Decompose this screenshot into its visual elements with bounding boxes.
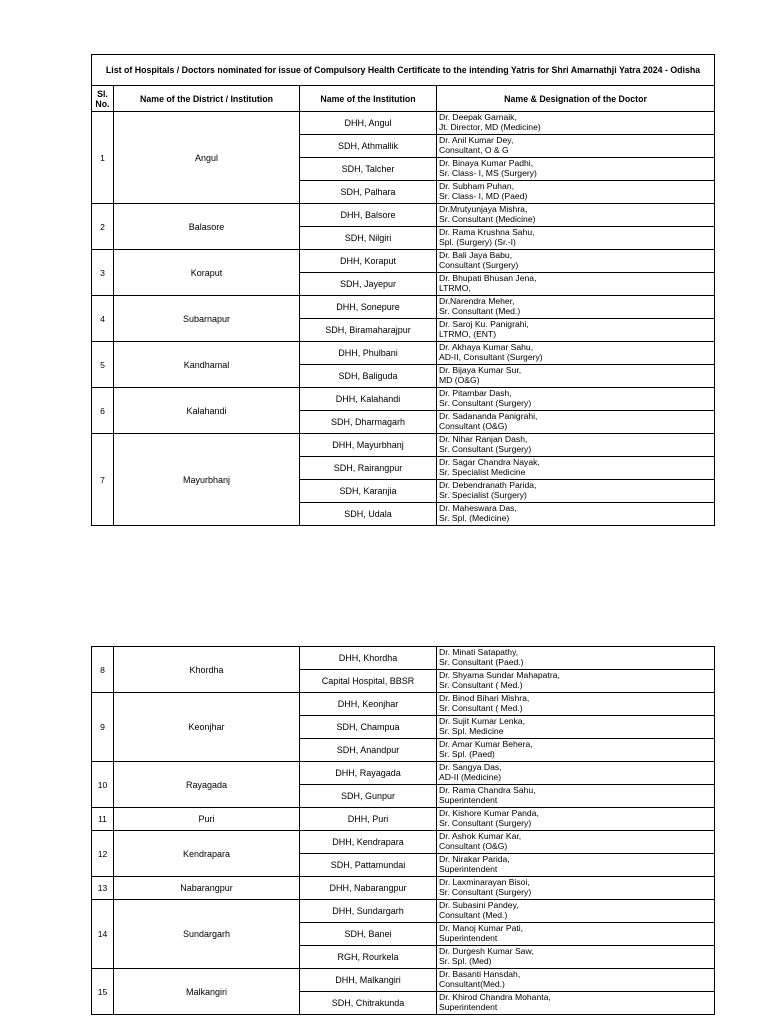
table-row [92,831,715,854]
institution-cell: DHH, Mayurbhanj [300,434,437,457]
institution-cell: DHH, Keonjhar [300,693,437,716]
doctor-name: Dr. Nihar Ranjan Dash, [439,434,528,444]
doctor-name: Dr.Narendra Meher, [439,296,515,306]
doctor-designation: Consultant (Med.) [439,910,508,920]
institution-cell: SDH, Baliguda [300,365,437,388]
doctor-designation: Superintendent [439,933,498,943]
doctor-cell [437,808,715,831]
doctor-designation: Sr. Consultant (Paed.) [439,657,524,667]
institution-cell: SDH, Biramaharajpur [300,319,437,342]
table-row [92,112,715,135]
doctor-designation: Sr. Consultant (Surgery) [439,818,532,828]
table-row [92,250,715,273]
institution-cell: SDH, Palhara [300,181,437,204]
table-row [92,647,715,670]
sl-no-cell: 1 [92,112,114,204]
doctor-name: Dr. Amar Kumar Behera, [439,739,533,749]
institution-cell: DHH, Sonepure [300,296,437,319]
doctor-cell [437,480,715,503]
district-cell: Rayagada [114,762,300,808]
sl-no-cell: 5 [92,342,114,388]
institution-cell: RGH, Rourkela [300,946,437,969]
doctor-name: Dr. Subasini Pandey, [439,900,519,910]
doctor-designation: Superintendent [439,864,498,874]
doctor-designation: Jt. Director, MD (Medicine) [439,122,541,132]
institution-cell: DHH, Kendrapara [300,831,437,854]
sl-no-cell: 4 [92,296,114,342]
doctor-cell [437,946,715,969]
institution-cell: DHH, Kalahandi [300,388,437,411]
institution-cell: DHH, Khordha [300,647,437,670]
doctor-cell [437,204,715,227]
sl-no-cell: 15 [92,969,114,1015]
doctor-name: Dr. Akhaya Kumar Sahu, [439,342,534,352]
doctor-name: Dr. Rama Krushna Sahu, [439,227,535,237]
doctor-designation: Sr. Class- I, MD (Paed) [439,191,528,201]
district-cell: Koraput [114,250,300,296]
doctor-name: Dr. Minati Satapathy, [439,647,519,657]
doctor-designation: Sr. Consultant (Surgery) [439,398,532,408]
doctor-designation: Consultant (Surgery) [439,260,519,270]
institution-cell: DHH, Koraput [300,250,437,273]
doctor-designation: AD-II (Medicine) [439,772,502,782]
doctor-designation: MD (O&G) [439,375,480,385]
doctor-name: Dr. Kishore Kumar Panda, [439,808,539,818]
doctor-designation: Sr. Spl. (Paed) [439,749,495,759]
doctor-designation: Sr. Specialist (Surgery) [439,490,527,500]
doctor-designation: Sr. Consultant ( Med.) [439,680,523,690]
district-cell: Sundargarh [114,900,300,969]
sl-no-cell: 8 [92,647,114,693]
doctor-cell [437,647,715,670]
district-cell: Malkangiri [114,969,300,1015]
table-row [92,342,715,365]
doctor-designation: Consultant, O & G [439,145,509,155]
doctor-cell [437,342,715,365]
doctor-name: Dr. Laxminarayan Bisoi, [439,877,530,887]
doctor-name: Dr. Saroj Ku. Panigrahi, [439,319,529,329]
doctor-name: Dr. Khirod Chandra Mohanta, [439,992,551,1002]
doctor-cell [437,693,715,716]
doctor-designation: Consultant (O&G) [439,841,508,851]
sl-no-cell: 9 [92,693,114,762]
doctor-name: Dr.Mrutyunjaya Mishra, [439,204,528,214]
institution-cell: SDH, Rairangpur [300,457,437,480]
doctor-designation: Sr. Specialist Medicine [439,467,526,477]
doctor-name: Dr. Ashok Kumar Kar, [439,831,522,841]
district-cell: Mayurbhanj [114,434,300,526]
sl-no-cell: 6 [92,388,114,434]
doctor-name: Dr. Shyama Sundar Mahapatra, [439,670,560,680]
doctor-name: Dr. Deepak Garnaik, [439,112,517,122]
doctor-name: Dr. Sadananda Panigrahi, [439,411,538,421]
institution-cell: DHH, Malkangiri [300,969,437,992]
sl-no-cell: 12 [92,831,114,877]
institution-cell: SDH, Pattamundai [300,854,437,877]
doctor-cell [437,969,715,992]
doctor-name: Dr. Binod Bihari Mishra, [439,693,530,703]
institution-cell: SDH, Athmallik [300,135,437,158]
table-row [92,762,715,785]
doctor-cell [437,273,715,296]
sl-no-cell: 14 [92,900,114,969]
doctor-name: Dr. Nirakar Parida, [439,854,510,864]
doctor-designation: Sr. Consultant (Medicine) [439,214,536,224]
sl-no-cell: 10 [92,762,114,808]
district-cell: Nabarangpur [114,877,300,900]
doctor-designation: AD-II, Consultant (Surgery) [439,352,543,362]
institution-cell: DHH, Puri [300,808,437,831]
doctor-designation: Consultant(Med.) [439,979,505,989]
table-row [92,296,715,319]
doctor-cell [437,716,715,739]
doctor-designation: LTRMO, [439,283,471,293]
institution-cell: SDH, Karanjia [300,480,437,503]
institution-cell: DHH, Angul [300,112,437,135]
doctor-cell [437,992,715,1015]
doctor-name: Dr. Bhupati Bhusan Jena, [439,273,537,283]
doctor-name: Dr. Sangya Das, [439,762,502,772]
district-cell: Keonjhar [114,693,300,762]
doctor-cell [437,762,715,785]
doctor-cell [437,181,715,204]
doctor-designation: Superintendent [439,795,498,805]
sl-no-cell: 11 [92,808,114,831]
institution-cell: DHH, Rayagada [300,762,437,785]
institution-cell: SDH, Jayepur [300,273,437,296]
district-cell: Angul [114,112,300,204]
doctor-cell [437,900,715,923]
doctor-cell [437,296,715,319]
district-cell: Balasore [114,204,300,250]
district-cell: Kandhamal [114,342,300,388]
doctor-cell [437,670,715,693]
doctor-cell [437,457,715,480]
doctor-name: Dr. Durgesh Kumar Saw, [439,946,534,956]
district-cell: Kendrapara [114,831,300,877]
district-cell: Puri [114,808,300,831]
doctor-cell [437,785,715,808]
doctor-cell [437,923,715,946]
doctor-designation: Superintendent [439,1002,498,1012]
doctor-cell [437,227,715,250]
doctor-name: Dr. Binaya Kumar Padhi, [439,158,534,168]
doctor-name: Dr. Basanti Hansdah, [439,969,521,979]
doctor-cell [437,411,715,434]
doctor-name: Dr. Bijaya Kumar Sur, [439,365,522,375]
header-sl-no: Sl. No. [92,86,114,112]
header-district: Name of the District / Institution [114,86,300,112]
doctor-cell [437,877,715,900]
table-row [92,877,715,900]
doctor-cell [437,135,715,158]
doctor-cell [437,831,715,854]
institution-cell: SDH, Champua [300,716,437,739]
doctor-name: Dr. Subham Puhan, [439,181,515,191]
doctor-name: Dr. Anil Kumar Dey, [439,135,514,145]
doctor-cell [437,854,715,877]
doctor-designation: Sr. Spl. (Med) [439,956,492,966]
doctor-name: Dr. Sagar Chandra Nayak, [439,457,540,467]
doctor-designation: Sr. Class- I, MS (Surgery) [439,168,537,178]
table-row [92,388,715,411]
doctor-cell [437,388,715,411]
doctor-designation: Sr. Spl. Medicine [439,726,504,736]
doctor-cell [437,503,715,526]
sl-no-cell: 7 [92,434,114,526]
table-row [92,204,715,227]
district-cell: Khordha [114,647,300,693]
institution-cell: SDH, Talcher [300,158,437,181]
doctor-name: Dr. Debendranath Parida, [439,480,537,490]
table-row [92,900,715,923]
doctor-designation: Sr. Consultant (Surgery) [439,887,532,897]
sl-no-cell: 13 [92,877,114,900]
institution-cell: SDH, Chitrakunda [300,992,437,1015]
district-cell: Kalahandi [114,388,300,434]
doctor-name: Dr. Sujit Kumar Lenka, [439,716,525,726]
doctor-designation: Spl. (Surgery) (Sr.-I) [439,237,516,247]
doctor-designation: Sr. Consultant ( Med.) [439,703,523,713]
doctor-name: Dr. Bali Jaya Babu, [439,250,513,260]
table-row [92,969,715,992]
doctor-designation: Sr. Consultant (Surgery) [439,444,532,454]
table-row [92,693,715,716]
institution-cell: SDH, Udala [300,503,437,526]
table-row [92,434,715,457]
institution-cell: SDH, Gunpur [300,785,437,808]
doctor-cell [437,158,715,181]
document-title: List of Hospitals / Doctors nominated for issue of Compulsory Health Certificate to the intending Yatris for Shri Amarnathji Yatra 2024 - Odisha [92,55,715,86]
institution-cell: SDH, Anandpur [300,739,437,762]
doctor-designation: Sr. Consultant (Med.) [439,306,521,316]
institution-cell: DHH, Balsore [300,204,437,227]
doctor-cell [437,365,715,388]
header-doctor: Name & Designation of the Doctor [437,86,715,112]
doctor-name: Dr. Maheswara Das, [439,503,517,513]
institution-cell: DHH, Nabarangpur [300,877,437,900]
institution-cell: Capital Hospital, BBSR [300,670,437,693]
institution-cell: DHH, Sundargarh [300,900,437,923]
institution-cell: SDH, Dharmagarh [300,411,437,434]
doctor-name: Dr. Rama Chandra Sahu, [439,785,536,795]
doctor-designation: Consultant (O&G) [439,421,508,431]
doctor-cell [437,739,715,762]
header-institution: Name of the Institution [300,86,437,112]
sl-no-cell: 3 [92,250,114,296]
doctor-designation: Sr. Spl. (Medicine) [439,513,510,523]
hospital-table-page-1 [91,54,715,526]
district-cell: Subarnapur [114,296,300,342]
doctor-cell [437,319,715,342]
doctor-cell [437,250,715,273]
doctor-cell [437,112,715,135]
institution-cell: SDH, Nilgiri [300,227,437,250]
doctor-name: Dr. Manoj Kumar Pati, [439,923,524,933]
hospital-table-page-2 [91,646,715,1015]
table-row [92,808,715,831]
doctor-cell [437,434,715,457]
doctor-designation: LTRMO, (ENT) [439,329,497,339]
institution-cell: DHH, Phulbani [300,342,437,365]
sl-no-cell: 2 [92,204,114,250]
institution-cell: SDH, Banei [300,923,437,946]
doctor-name: Dr. Pitambar Dash, [439,388,512,398]
